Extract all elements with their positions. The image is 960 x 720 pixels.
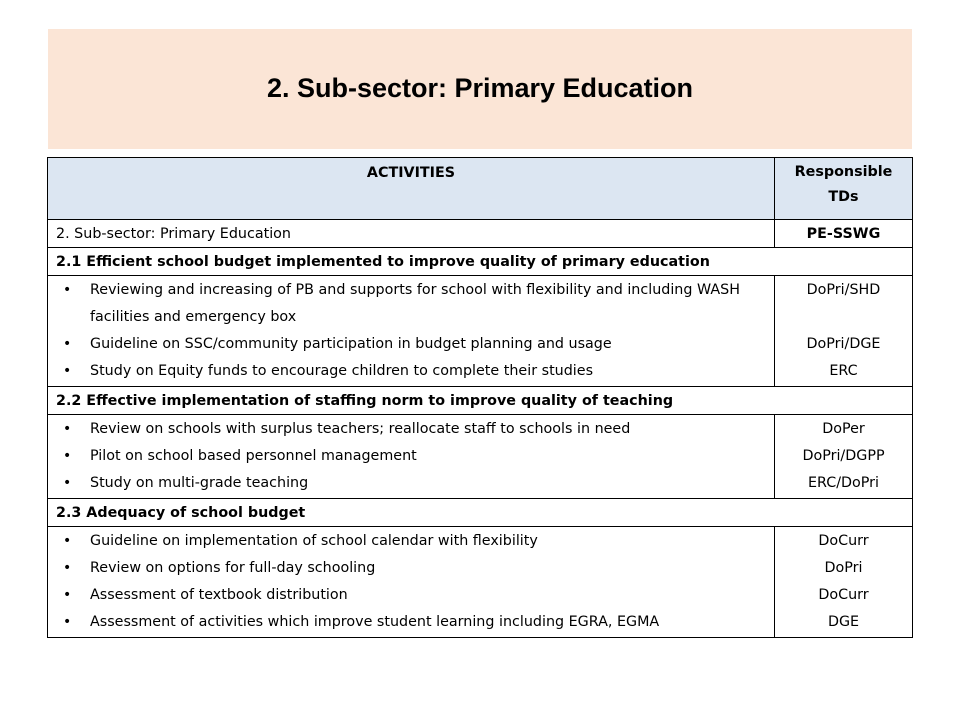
responsible-spacer: [783, 304, 904, 331]
responsible-cell: [775, 527, 913, 638]
section-activities-row: [48, 276, 913, 387]
section-activities-row: [48, 527, 913, 638]
responsible-item: ERC: [829, 363, 858, 379]
subsector-responsible: PE-SSWG: [775, 220, 913, 248]
page-title: 2. Sub-sector: Primary Education: [266, 72, 694, 103]
activity-item: • Review on options for full-day schooling: [90, 555, 766, 582]
section-heading: 2.1 Efficient school budget implemented to improve quality of primary education: [48, 248, 913, 276]
activity-item: • Assessment of textbook distribution: [90, 582, 766, 609]
activity-item: • Study on Equity funds to encourage children to complete their studies: [90, 358, 766, 385]
responsible-item: DoPri/DGE: [806, 336, 881, 352]
activity-list: [56, 528, 766, 636]
activity-list: [56, 416, 766, 497]
title-banner: [48, 29, 912, 149]
responsible-item: DGE: [827, 614, 860, 630]
section-heading: 2.3 Adequacy of school budget: [48, 499, 913, 527]
section-heading: 2.2 Effective implementation of staffing norm to improve quality of teaching: [48, 387, 913, 415]
activity-item: • Assessment of activities which improve student learning including EGRA, EGMA: [90, 609, 766, 636]
activity-item: • Guideline on SSC/community participation in budget planning and usage: [90, 331, 766, 358]
section-heading-row: [48, 387, 913, 415]
responsible-item: ERC/DoPri: [807, 475, 880, 491]
responsible-item: DoCurr: [818, 533, 869, 549]
activity-item: • Pilot on school based personnel management: [90, 443, 766, 470]
responsible-cell: [775, 415, 913, 499]
responsible-item: DoPri/DGPP: [802, 448, 885, 464]
section-heading-row: [48, 499, 913, 527]
subsector-label: 2. Sub-sector: Primary Education: [48, 220, 775, 248]
activity-item: • Reviewing and increasing of PB and supports for school with flexibility and including WASH facilities and emergency box: [90, 277, 766, 331]
activities-cell: [48, 276, 775, 387]
activities-header: ACTIVITIES: [48, 158, 775, 220]
activities-cell: [48, 527, 775, 638]
activity-list: [56, 277, 766, 385]
activities-table: [47, 157, 913, 638]
responsible-item: DoPri: [824, 560, 863, 576]
activity-item: • Review on schools with surplus teachers; reallocate staff to schools in need: [90, 416, 766, 443]
section-activities-row: [48, 415, 913, 499]
responsible-item: DoCurr: [818, 587, 869, 603]
responsible-item: DoPer: [822, 421, 865, 437]
responsible-header: [775, 158, 913, 220]
table-header-row: [48, 158, 913, 220]
subsector-row: [48, 220, 913, 248]
responsible-header-line2: TDs: [828, 189, 859, 205]
activity-item: • Guideline on implementation of school calendar with flexibility: [90, 528, 766, 555]
responsible-cell: [775, 276, 913, 387]
activities-cell: [48, 415, 775, 499]
responsible-item: DoPri/SHD: [806, 282, 881, 298]
responsible-header-line1: Responsible: [794, 164, 893, 180]
section-heading-row: [48, 248, 913, 276]
activity-item: • Study on multi-grade teaching: [90, 470, 766, 497]
